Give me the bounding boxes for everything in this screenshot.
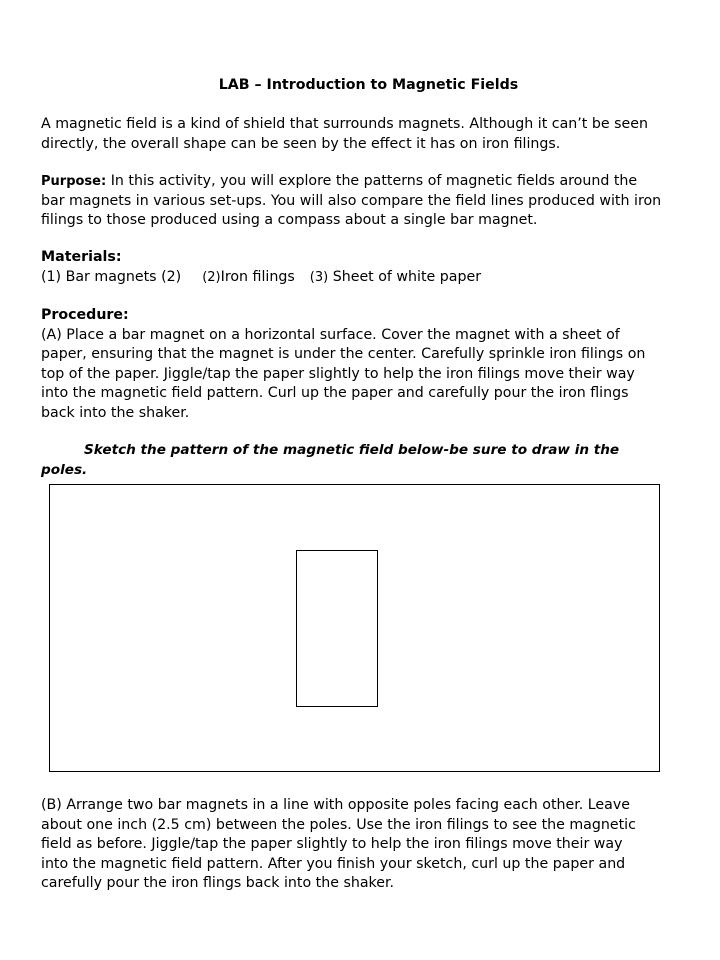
- purpose-line-1: [41, 172, 701, 192]
- purpose-paragraph: [41, 172, 701, 231]
- procedure-b-line-3: field as before. Jiggle/tap the paper slightly to help the iron filings move their way: [41, 836, 623, 852]
- sketch-instruction: [41, 441, 701, 480]
- procedure-a-line-3: top of the paper. Jiggle/tap the paper slightly to help the iron filings move their way: [41, 365, 635, 382]
- procedure-a-line-4: into the magnetic field pattern. Curl up the paper and carefully pour the iron flings: [41, 385, 629, 401]
- procedure-b-paragraph: [41, 796, 701, 894]
- procedure-a-label: (A): [41, 326, 62, 343]
- procedure-section: [41, 306, 701, 423]
- materials-list: [41, 268, 701, 288]
- material-item-3: Sheet of white paper: [328, 268, 482, 285]
- procedure-b-line-4: into the magnetic field pattern. After you finish your sketch, curl up the paper and: [41, 855, 626, 872]
- intro-line-1: A magnetic field is a kind of shield that surrounds magnets. Although it can’t be seen: [41, 116, 648, 132]
- material-item-3-number: (3): [309, 269, 329, 285]
- procedure-a-text-1: Place a bar magnet on a horizontal surface. Cover the magnet with a sheet of: [61, 326, 620, 343]
- procedure-a-line-5: back into the shaker.: [41, 404, 190, 421]
- procedure-b-line-1: (B) Arrange two bar magnets in a line with opposite poles facing each other. Leave: [41, 797, 630, 813]
- purpose-label: Purpose:: [41, 174, 107, 189]
- page-title: LAB – Introduction to Magnetic Fields: [218, 77, 519, 93]
- material-item-2-number: (2): [202, 269, 221, 285]
- sketch-line-1: Sketch the pattern of the magnetic field below-be sure to draw in the: [84, 442, 620, 458]
- materials-label: Materials:: [41, 249, 122, 265]
- procedure-a-line-1: [41, 326, 701, 346]
- material-item-1: (1) Bar magnets (2): [41, 268, 182, 285]
- procedure-a-line-2: paper, ensuring that the magnet is under the center. Carefully sprinkle iron filings on: [41, 346, 646, 362]
- intro-paragraph: [41, 115, 701, 154]
- material-item-2: Iron filings: [220, 268, 295, 285]
- purpose-line-3: filings to those produced using a compass about a single bar magnet.: [41, 212, 538, 228]
- purpose-text-1: In this activity, you will explore the patterns of magnetic fields around the: [106, 173, 638, 189]
- sketch-area[interactable]: [49, 484, 660, 772]
- purpose-line-2: bar magnets in various set-ups. You will also compare the field lines produced with iron: [41, 192, 662, 209]
- materials-section: [41, 248, 701, 287]
- bar-magnet-outline: [296, 550, 378, 707]
- procedure-b-line-2: about one inch (2.5 cm) between the poles. Use the iron filings to see the magnetic: [41, 816, 636, 833]
- intro-line-2: directly, the overall shape can be seen by the effect it has on iron filings.: [41, 135, 561, 152]
- procedure-b-line-5: carefully pour the iron flings back into the shaker.: [41, 875, 395, 891]
- sketch-line-2: poles.: [41, 461, 88, 478]
- procedure-label: Procedure:: [41, 307, 129, 323]
